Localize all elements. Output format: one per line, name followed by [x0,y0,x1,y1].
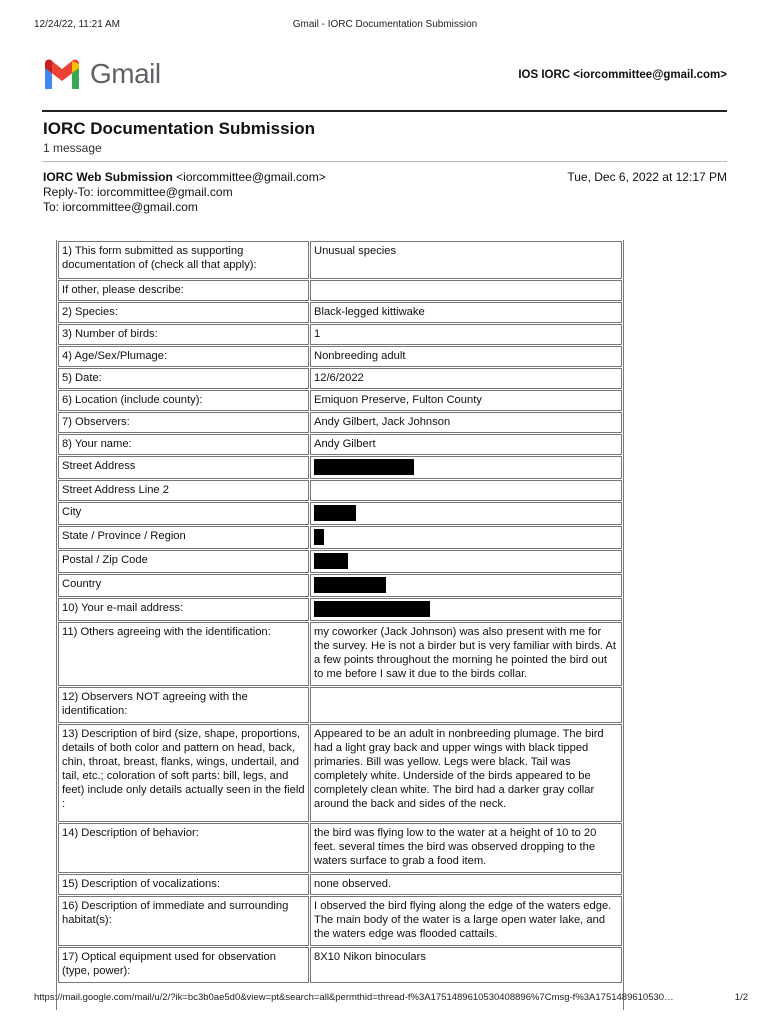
form-row-label: 1) This form submitted as supporting documentation of (check all that apply): [58,241,309,279]
form-row-label: Street Address [58,456,309,479]
form-row-value: Appeared to be an adult in nonbreeding plumage. The bird had a light gray back and upper wings with black tipped primaries. Bill was yellow. Legs were black. Tail was completely white. Underside of the birds appeared to be completely clean white. The bird had a darker gray collar around the back and sides of the neck. [310,724,622,822]
form-row-value [310,687,622,723]
footer-page-number: 1/2 [734,992,748,1003]
form-row [58,346,622,367]
form-row-value: 8X10 Nikon binoculars [310,947,622,983]
message-meta [43,170,326,215]
form-row [58,302,622,323]
form-row-label: State / Province / Region [58,526,309,549]
form-row [58,526,622,549]
form-row-label: City [58,502,309,525]
form-row-label: 11) Others agreeing with the identification: [58,622,309,686]
reply-to-line: Reply-To: iorcommittee@gmail.com [43,185,233,199]
form-row-value: none observed. [310,874,622,895]
form-row-value: Unusual species [310,241,622,279]
form-row-value: 1 [310,324,622,345]
form-table-container [56,240,624,1010]
form-row-label: 15) Description of vocalizations: [58,874,309,895]
form-row [58,724,622,822]
form-row [58,598,622,621]
form-row-label: 14) Description of behavior: [58,823,309,873]
redaction-box [314,529,324,545]
to-line: To: iorcommittee@gmail.com [43,200,198,214]
form-row [58,480,622,501]
form-row [58,874,622,895]
form-row-label: 3) Number of birds: [58,324,309,345]
form-row [58,241,622,279]
form-row [58,502,622,525]
form-row-value: Nonbreeding adult [310,346,622,367]
gmail-wordmark: Gmail [90,58,161,89]
message-date: Tue, Dec 6, 2022 at 12:17 PM [567,170,727,184]
form-row-label: 2) Species: [58,302,309,323]
form-row-value: the bird was flying low to the water at a height of 10 to 20 feet. several times the bird was observed dropping to the waters surface to grab a food item. [310,823,622,873]
form-row [58,947,622,983]
form-row-value [310,456,622,479]
thread-subject: IORC Documentation Submission [43,119,316,138]
redaction-box [314,553,348,569]
sender-line [43,170,326,185]
form-row-label: 10) Your e-mail address: [58,598,309,621]
form-row [58,823,622,873]
sender-email[interactable]: <iorcommittee@gmail.com> [176,170,326,184]
form-row-value: I observed the bird flying along the edge of the waters edge. The main body of the water is a large open water lake, and the waters edge was flooded cattails. [310,896,622,946]
form-row-label: 6) Location (include county): [58,390,309,411]
redaction-box [314,505,356,521]
header-divider [42,110,727,112]
form-row-value [310,574,622,597]
form-row-value: Andy Gilbert [310,434,622,455]
form-row [58,896,622,946]
form-row [58,412,622,433]
redaction-box [314,459,414,475]
form-row-value: Emiquon Preserve, Fulton County [310,390,622,411]
form-row-value [310,598,622,621]
form-row-value [310,526,622,549]
form-row-label: Postal / Zip Code [58,550,309,573]
form-row-value: 12/6/2022 [310,368,622,389]
sender-name: IORC Web Submission [43,170,173,184]
form-row-label: 7) Observers: [58,412,309,433]
form-row [58,622,622,686]
form-row-label: 16) Description of immediate and surrounding habitat(s): [58,896,309,946]
form-row-label: 5) Date: [58,368,309,389]
account-label: IOS IORC <iorcommittee@gmail.com> [518,69,727,81]
form-row [58,456,622,479]
form-row-value [310,502,622,525]
form-row [58,368,622,389]
form-row-label: 4) Age/Sex/Plumage: [58,346,309,367]
form-row-label: 12) Observers NOT agreeing with the identification: [58,687,309,723]
form-row-label: If other, please describe: [58,280,309,301]
gmail-logo-icon [42,58,82,90]
form-row [58,687,622,723]
subject-divider [42,161,727,162]
form-row-value [310,550,622,573]
redaction-box [314,577,386,593]
form-row [58,550,622,573]
form-row [58,574,622,597]
redaction-box [314,601,430,617]
form-row [58,390,622,411]
form-row-label: 8) Your name: [58,434,309,455]
form-row-value: Black-legged kittiwake [310,302,622,323]
form-row-label: Street Address Line 2 [58,480,309,501]
form-row-label: Country [58,574,309,597]
form-table [57,240,623,984]
print-datetime: 12/24/22, 11:21 AM [34,19,120,30]
form-row [58,324,622,345]
form-row-label: 17) Optical equipment used for observation (type, power): [58,947,309,983]
form-row-value: Andy Gilbert, Jack Johnson [310,412,622,433]
form-row-value [310,280,622,301]
form-row-value [310,480,622,501]
message-count: 1 message [43,141,102,155]
form-row [58,434,622,455]
footer-url: https://mail.google.com/mail/u/2/?ik=bc3b0ae5d0&view=pt&search=all&permthid=thread-f%3A1751489610530408896%7Cmsg-f%3A1751489610530… [34,992,674,1003]
form-row-label: 13) Description of bird (size, shape, proportions, details of both color and pattern on head, back, chin, throat, breast, flanks, wings, undertail, and tail, etc.; coloration of soft parts: bill, legs, and feet) include only details actually seen in the field : [58,724,309,822]
form-row-value: my coworker (Jack Johnson) was also present with me for the survey. He is not a birder but is very familiar with birds. At a few points throughout the morning he pointed the bird out to me before I saw it due to the birds collar. [310,622,622,686]
form-row [58,280,622,301]
print-title: Gmail - IORC Documentation Submission [292,19,478,30]
